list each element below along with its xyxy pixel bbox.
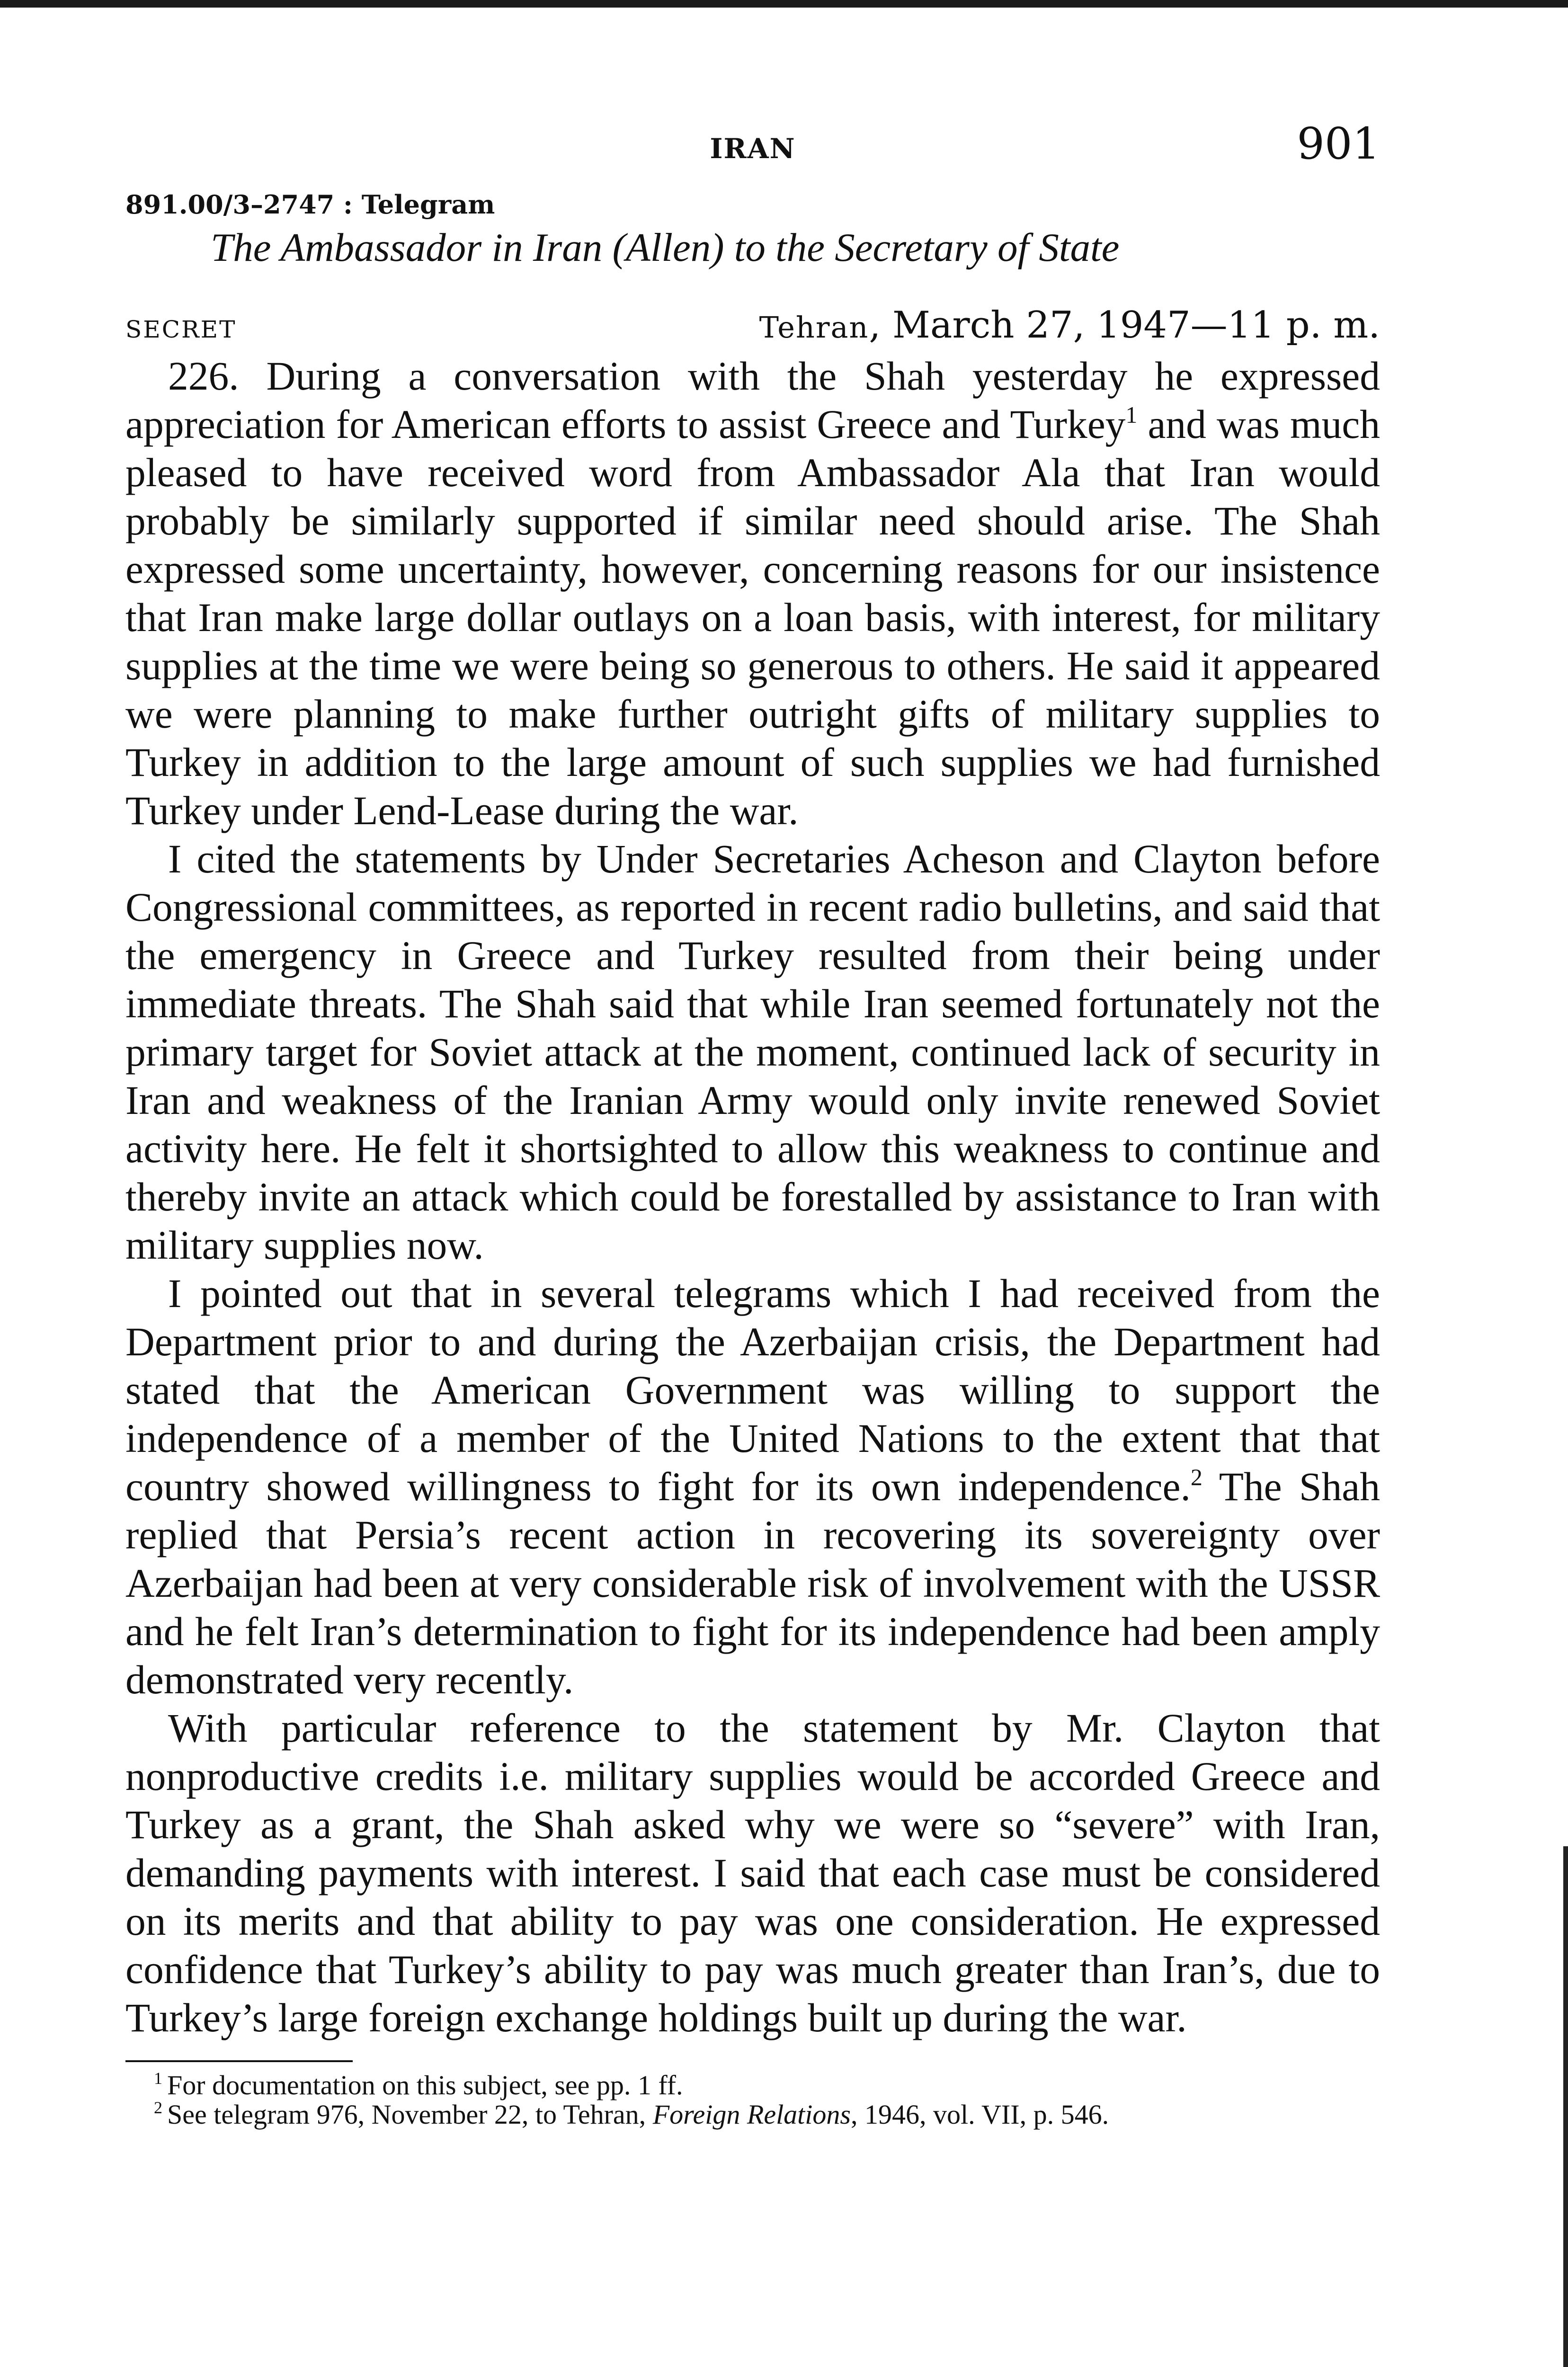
footnotes: [125, 2071, 1380, 2129]
running-head: IRAN: [710, 133, 796, 165]
footnote-1-text: For documentation on this subject, see pp. 1 ff.: [167, 2070, 683, 2100]
footnote-2-text-b: , 1946, vol. VII, p. 546.: [850, 2099, 1109, 2130]
dateline: [125, 304, 1380, 347]
footnote-1: [125, 2071, 1380, 2100]
paragraph-4: With particular reference to the statement by Mr. Clayton that nonproductive credits i.e. military supplies would be accorded Greece and Turkey as a grant, the Shah asked why we were so “severe” with Iran, demanding payments with interest. I said that each case must be considered on its merits and that ability to pay was one consideration. He expressed confidence that Turkey’s ability to pay was much greater than Iran’s, due to Turkey’s large foreign exchange holdings built up during the war.: [125, 1706, 1380, 2040]
paragraph-3: [125, 1270, 1380, 1704]
page-number: 901: [1297, 118, 1380, 169]
paragraph-2: I cited the statements by Under Secretaries Acheson and Clayton before Congressional committees, as reported in recent radio bulletins, and said that the emergency in Greece and Turkey resulted from their being under immediate threats. The Shah said that while Iran seemed fortunately not the primary target for Soviet attack at the moment, continued lack of security in Iran and weakness of the Iranian Army would only invite renewed Soviet activity here. He felt it shortsighted to allow this weakness to continue and thereby invite an attack which could be forestalled by assistance to Iran with military supplies now.: [125, 837, 1380, 1268]
document-title: The Ambassador in Iran (Allen) to the Secretary of State: [211, 225, 1120, 270]
paragraph-1-text-a: 226. During a conversation with the Shah yesterday he expressed appreciation for American efforts to assist Greece and Turkey: [125, 354, 1380, 447]
footnote-2-italic: Foreign Relations: [652, 2099, 851, 2130]
classification: SECRET: [125, 316, 237, 343]
footnote-2: [125, 2100, 1380, 2129]
page-header: [125, 118, 1380, 175]
file-reference: 891.00/3–2747 : Telegram: [125, 189, 495, 220]
footnote-1-mark: 1: [154, 2069, 162, 2088]
footnote-2-text-a: See telegram 976, November 22, to Tehran,: [167, 2099, 653, 2130]
date: , March 27, 1947—11 p. m.: [869, 304, 1380, 347]
place-and-date: [759, 304, 1380, 347]
page: [125, 118, 1380, 2129]
paragraph-3-text-a: I pointed out that in several telegrams which I had received from the Department prior to and during the Azerbaijan crisis, the Department had stated that the American Government was willing to support the independence of a member of the United Nations to the extent that that country showed willingness to fight for its own independence.: [125, 1272, 1380, 1509]
place: Tehran: [759, 310, 869, 345]
page-edge-shadow: [1563, 1846, 1568, 2367]
footnote-ref-1: 1: [1125, 401, 1138, 428]
footnote-ref-2: 2: [1190, 1464, 1203, 1490]
telegram-body: [125, 352, 1380, 2042]
footnote-divider: [125, 2060, 353, 2062]
paragraph-1: [125, 352, 1380, 835]
top-border: [0, 0, 1568, 8]
paragraph-3-text-b: The Shah replied that Persia’s recent action in recovering its sovereignty over Azerbaijan had been at very considerable risk of involvement with the USSR and he felt Iran’s determination to fight for its independence had been amply demonstrated very recently.: [125, 1465, 1380, 1702]
footnote-2-mark: 2: [154, 2098, 162, 2117]
paragraph-1-text-b: and was much pleased to have received word from Ambassador Ala that Iran would probably be similarly supported if similar need should arise. The Shah expressed some uncertainty, however, concerning reasons for our insistence that Iran make large dollar outlays on a loan basis, with interest, for military supplies at the time we were being so generous to others. He said it appeared we were planning to make further outright gifts of military supplies to Turkey in addition to the large amount of such supplies we had furnished Turkey under Lend-Lease during the war.: [125, 402, 1380, 833]
